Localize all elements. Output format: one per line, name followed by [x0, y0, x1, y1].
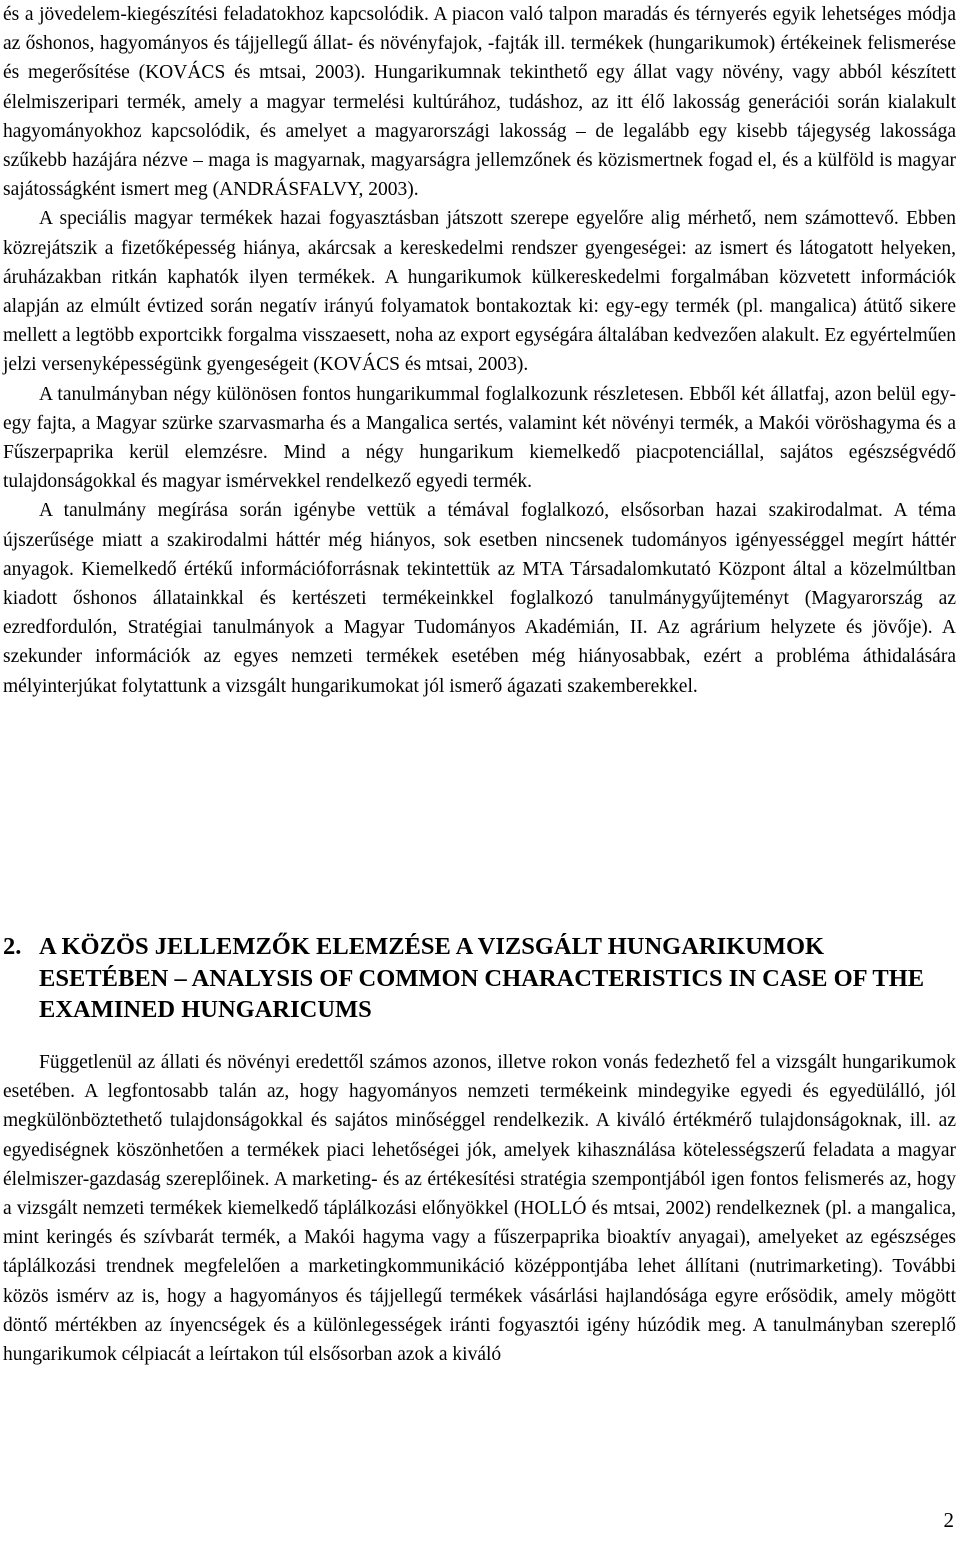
intro-paragraph-3: A tanulmányban négy különösen fontos hungarikummal foglalkozunk részletesen. Ebből két állatfaj, azon belül egy-egy fajta, a Magyar szürke szarvasmarha és a Mangalica sertés, valamint két növényi termék, a Makói vöröshagyma és a Fűszerpaprika kerül elemzésre. Mind a négy hungarikum kiemelkedő piacpotenciállal, sajátos egészségvédő tulajdonságokkal és magyar ismérvekkel rendelkező egyedi termék. — [3, 383, 956, 493]
section-paragraph-1: Függetlenül az állati és növényi eredettől számos azonos, illetve rokon vonás fedezhető fel a vizsgált hungarikumok esetében. A legfontosabb talán az, hogy hagyományos nemzeti termékeink mindegyike egyedi és egyedülálló, jól megkülönböztethető tulajdonságokkal és sajátos minőséggel rendelkezik. A kiváló értékmérő tulajdonságoknak, ill. az egyediségnek köszönhetően a termékek piaci lehetőségei jók, amelyek kihasználása kötelességszerű feladata a magyar élelmiszer-gazdaság szereplőinek. A marketing- és az értékesítési stratégia szempontjából igen fontos felismerés az, hogy a vizsgált nemzeti termékek kiemelkedő táplálkozási előnyökkel (HOLLÓ és mtsai, 2002) rendelkeznek (pl. a mangalica, mint keringés és szívbarát termék, a Makói hagyma vagy a fűszerpaprika bioaktív anyagai), amelyeket az egészséges táplálkozási trendnek megfelelően a marketingkommunikáció középpontjába lehet állítani (nutrimarketing). További közös ismérv az is, hogy a hagyományos és tájjellegű termékek vásárlási hajlandósága egyre erősödik, amely mögött döntő mértékben az ínyencségek és a különlegességek iránti fogyasztói igény húzódik meg. A tanulmányban szereplő hungarikumok célpiacát a leírtakon túl elsősorban azok a kiváló — [3, 1052, 956, 1366]
intro-paragraph-2: A speciális magyar termékek hazai fogyasztásban játszott szerepe egyelőre alig mérhető, nem számottevő. Ebben közrejátszik a fizetőképesség hiánya, akárcsak a kereskedelmi rendszer gyengeségei: az ismert és látogatott helyeken, áruházakban ritkán kaphatók ilyen termékek. A hungarikumok külkereskedelmi forgalmában közvetett információk alapján az elmúlt évtized során negatív irányú folyamatok bontakoztak ki: egy-egy termék (pl. mangalica) átütő sikere mellett a legtöbb exportcikk forgalma visszaesett, noha az export egységára általában kedvezően alakult. Ez egyértelműen jelzi versenyképességünk gyengeségeit (KOVÁCS és mtsai, 2003). — [3, 208, 956, 376]
intro-text-block — [3, 0, 956, 701]
intro-paragraph-4: A tanulmány megírása során igénybe vettük a témával foglalkozó, elsősorban hazai szakirodalmat. A téma újszerűsége miatt a szakirodalmi háttér még hiányos, sok esetben nincsenek tudományos igényességgel megírt háttér anyagok. Kiemelkedő értékű információforrásnak tekintettük az MTA Társadalomkutató Központ által a közelmúltban kiadott őshonos állatainkkal és kertészeti termékeinkkel foglalkozó tanulmánygyűjteményt (Magyarország az ezredfordulón, Stratégiai tanulmányok a Magyar Tudományos Akadémián, II. Az agrárium helyzete és jövője). A szekunder információk az egyes nemzeti termékek esetében még hiányosabbak, ezért a probléma áthidalására mélyinterjúkat folytattunk a vizsgált hungarikumokat jól ismerő ágazati szakemberekkel. — [3, 500, 956, 697]
page-number: 2 — [943, 1508, 954, 1532]
section-title: A KÖZÖS JELLEMZŐK ELEMZÉSE A VIZSGÁLT HUNGARIKUMOK ESETÉBEN – ANALYSIS OF COMMON CHARACTERISTICS IN CASE OF THE EXAMINED HUNGARICUMS — [39, 933, 925, 1023]
intro-paragraph-1: és a jövedelem-kiegészítési feladatokhoz kapcsolódik. A piacon való talpon maradás és térnyerés egyik lehetséges módja az őshonos, hagyományos és tájjellegű állat- és növényfajok, -fajták ill. termékek (hungarikumok) értékeinek felismerése és megerősítése (KOVÁCS és mtsai, 2003). Hungarikumnak tekinthető egy állat vagy növény, vagy abból készített élelmiszeripari termék, amely a magyar termelési kultúrához, tudáshoz, az itt élő lakosság generációi során kialakult hagyományokhoz kapcsolódik, és amelyet a magyarországi lakosság – de legalább egy kisebb tájegység lakossága szűkebb hazájára nézve – maga is magyarnak, magyarságra jellemzőnek és közismertnek fogad el, és a külföld is magyar sajátosságként ismert meg (ANDRÁSFALVY, 2003). — [3, 4, 956, 201]
section-text-block — [3, 1048, 956, 1369]
section-heading — [3, 931, 956, 1026]
section-number: 2. — [3, 933, 22, 960]
